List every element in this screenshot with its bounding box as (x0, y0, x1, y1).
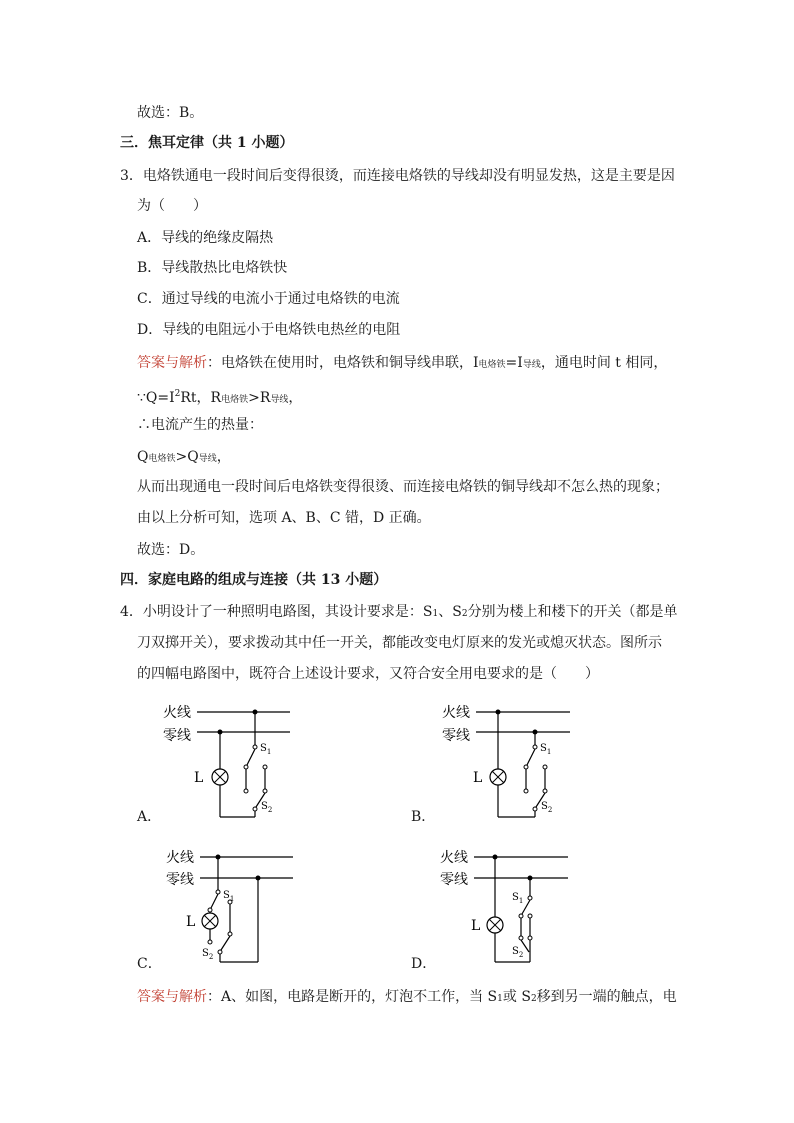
q3-option-b: B．导线散热比电烙铁快 (137, 260, 288, 276)
lamp-label: L (194, 770, 204, 786)
q3-analysis-line4: Q电烙铁>Q导线， (137, 449, 231, 465)
q3-analysis-line6: 由以上分析可知，选项 A、B、C 错，D 正确。 (137, 510, 431, 526)
neutral-wire-label: 零线 (440, 872, 468, 888)
lamp-label: L (473, 770, 483, 786)
neutral-wire-label: 零线 (442, 728, 470, 744)
fire-wire-label: 火线 (166, 850, 194, 866)
section-4-heading: 四．家庭电路的组成与连接（共 13 小题） (120, 572, 388, 588)
circuit-diagram-d (430, 840, 590, 970)
circuit-diagram-b (430, 695, 590, 825)
caption-a: A． (137, 809, 162, 825)
q3-analysis-line5: 从而出现通电一段时间后电烙铁变得很烫、而连接电烙铁的铜导线却不怎么热的现象； (137, 479, 669, 495)
answer-label: 答案与解析 (137, 355, 207, 371)
answer-line-b: 故选：B。 (137, 105, 204, 121)
switch-s1-label: $S_1$ (260, 743, 272, 756)
neutral-wire-label: 零线 (166, 872, 194, 888)
q3-analysis-line7: 故选：D。 (137, 542, 205, 558)
switch-s2-label: $S_2$ (261, 801, 273, 814)
q3-option-a: A．导线的绝缘皮隔热 (137, 230, 274, 246)
q3-analysis-line3: ∴电流产生的热量： (137, 417, 263, 433)
caption-b: B． (411, 809, 436, 825)
q4-stem-line3: 的四幅电路图中，既符合上述设计要求，又符合安全用电要求的是（ ） (137, 666, 599, 682)
circuit-diagram-a (150, 695, 310, 825)
switch-s2-label: $S_2$ (541, 801, 553, 814)
switch-s1-label: $S_1$ (540, 743, 552, 756)
fire-wire-label: 火线 (163, 705, 191, 721)
switch-s1-label: $S_1$ (223, 890, 235, 903)
q3-stem-line1: 3．电烙铁通电一段时间后变得很烫，而连接电烙铁的导线却没有明显发热，这是主要是因 (120, 168, 675, 184)
q3-stem-line2: 为（ ） (137, 198, 207, 214)
caption-d: D． (411, 956, 437, 972)
section-3-heading: 三．焦耳定律（共 1 小题） (120, 135, 294, 151)
switch-s1-label: $S_1$ (512, 892, 524, 905)
q3-analysis-line2: $\because Q=I^2Rt$，R电烙铁>R导线， (137, 389, 303, 406)
q3-option-d: D．导线的电阻远小于电烙铁电热丝的电阻 (137, 322, 401, 338)
q3-analysis-line1: 答案与解析：电烙铁在使用时，电烙铁和铜导线串联，I电烙铁=I导线，通电时间 t 相同， (137, 355, 668, 371)
q4-analysis-line1: 答案与解析：A、如图，电路是断开的，灯泡不工作，当 S1或 S2移到另一端的触点，电 (137, 989, 677, 1005)
q4-stem-line1: 4．小明设计了一种照明电路图，其设计要求是：S1、S2分别为楼上和楼下的开关（都是单 (120, 604, 678, 620)
switch-s2-label: $S_2$ (512, 946, 524, 959)
caption-c: C． (137, 956, 162, 972)
answer-label: 答案与解析 (137, 989, 207, 1005)
q3-option-c: C．通过导线的电流小于通过电烙铁的电流 (137, 291, 400, 307)
q4-stem-line2: 刀双掷开关），要求拨动其中任一开关，都能改变电灯原来的发光或熄灭状态。图所示 (137, 635, 662, 651)
fire-wire-label: 火线 (440, 850, 468, 866)
neutral-wire-label: 零线 (163, 728, 191, 744)
switch-s2-label: $S_2$ (202, 948, 214, 961)
lamp-label: L (186, 914, 196, 930)
lamp-label: L (471, 918, 481, 934)
fire-wire-label: 火线 (442, 705, 470, 721)
circuit-diagram-c (150, 840, 310, 970)
